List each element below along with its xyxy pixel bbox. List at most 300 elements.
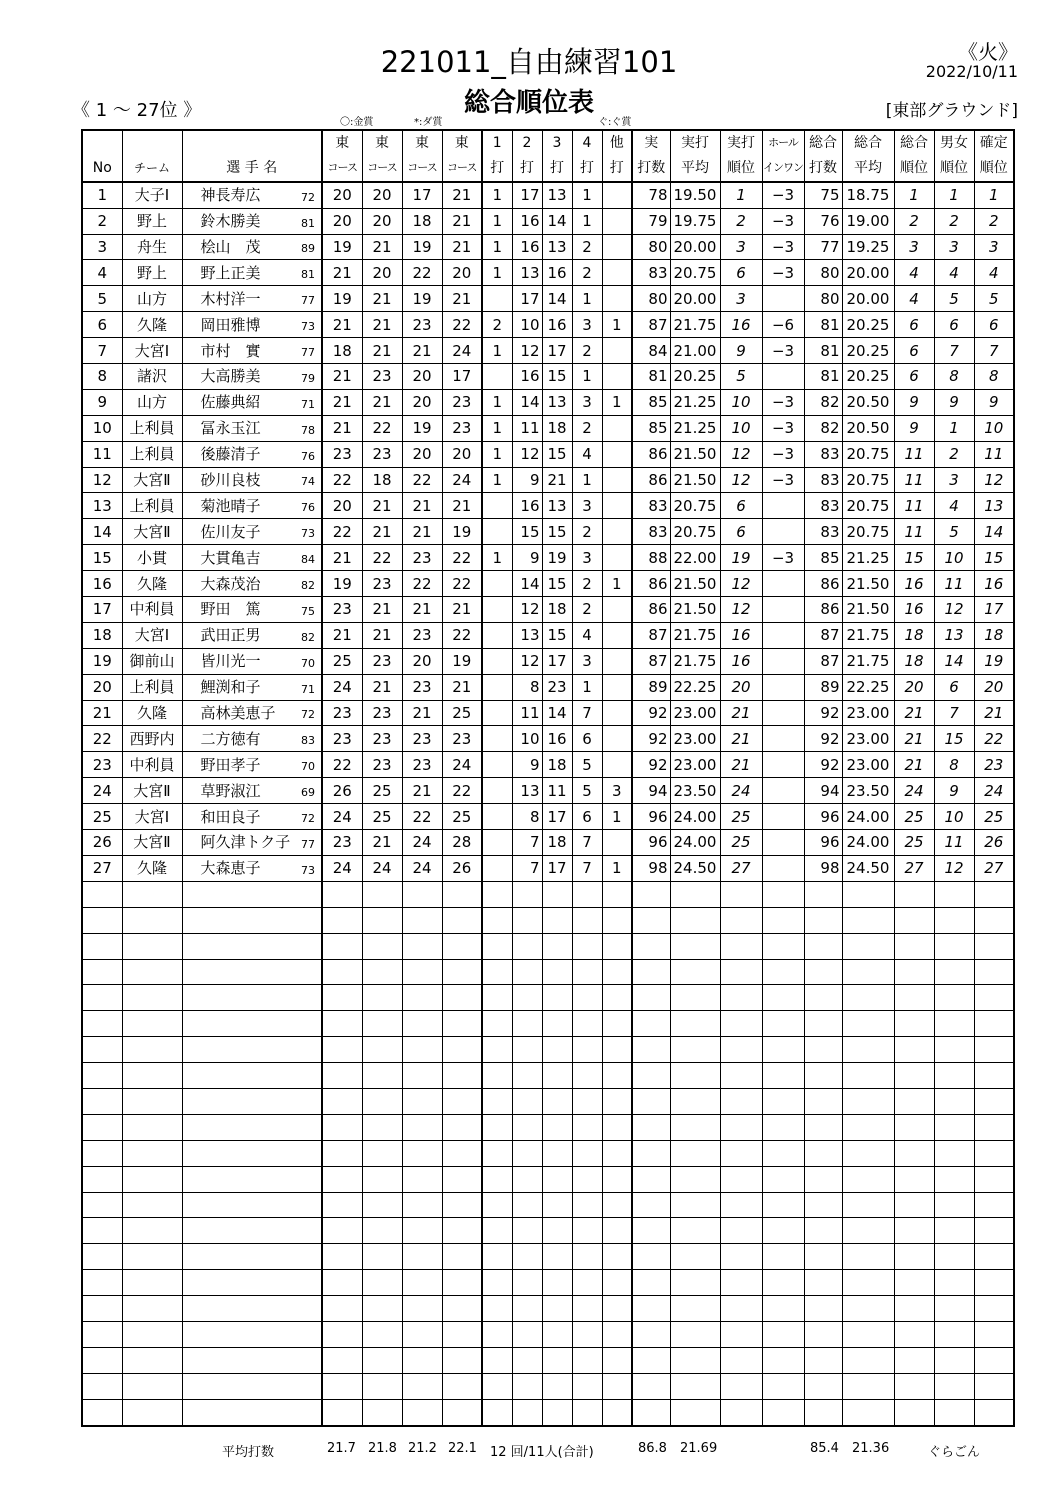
cell-trank (894, 907, 934, 933)
cell-grank: 4 (934, 260, 974, 286)
cell-c2: 21 (362, 597, 402, 623)
header-gender-top: 男女 (934, 130, 974, 156)
cell-act: 80 (632, 234, 670, 260)
cell-final: 8 (974, 364, 1014, 390)
cell-no (82, 1140, 122, 1166)
cell-c1: 19 (322, 234, 362, 260)
footer-course4-avg: 22.1 (448, 1441, 477, 1456)
cell-trank (894, 1140, 934, 1166)
cell-s3 (542, 959, 572, 985)
cell-c1: 25 (322, 648, 362, 674)
header-actual-rank-bottom: 順位 (720, 156, 762, 182)
cell-name (182, 778, 322, 804)
player-age: 77 (301, 346, 315, 360)
cell-team: 大子Ⅰ (122, 182, 182, 208)
cell-arank: 6 (720, 519, 762, 545)
cell-hio: −3 (762, 182, 804, 208)
cell-trank: 6 (894, 338, 934, 364)
cell-name (182, 260, 322, 286)
cell-s2: 17 (512, 286, 542, 312)
cell-oth (602, 286, 632, 312)
cell-c2: 22 (362, 545, 402, 571)
cell-c3: 22 (402, 467, 442, 493)
cell-c1: 23 (322, 700, 362, 726)
day-of-week: 《火》 (958, 40, 1018, 64)
player-name: 桧山 茂 (200, 238, 261, 256)
cell-c4: 21 (442, 234, 482, 260)
cell-act (632, 1218, 670, 1244)
cell-arank (720, 1399, 762, 1425)
header-no-top (82, 130, 122, 156)
cell-hio (762, 674, 804, 700)
footer-label: 平均打数 (222, 1445, 275, 1460)
cell-no (82, 1399, 122, 1425)
cell-team: 大宮Ⅰ (122, 338, 182, 364)
cell-act: 83 (632, 493, 670, 519)
cell-act (632, 1244, 670, 1270)
cell-aavg: 23.00 (670, 726, 720, 752)
table-row (82, 338, 1014, 364)
cell-grank (934, 907, 974, 933)
cell-hio (762, 1347, 804, 1373)
cell-name (182, 855, 322, 881)
cell-c2 (362, 881, 402, 907)
cell-c1: 22 (322, 752, 362, 778)
cell-trank: 9 (894, 389, 934, 415)
cell-c2 (362, 1296, 402, 1322)
cell-team (122, 1192, 182, 1218)
cell-s3: 16 (542, 726, 572, 752)
header-row-bottom (82, 156, 1014, 182)
cell-trank (894, 933, 934, 959)
cell-c4: 22 (442, 622, 482, 648)
cell-c4: 19 (442, 648, 482, 674)
cell-act (632, 1373, 670, 1399)
cell-s3: 19 (542, 545, 572, 571)
cell-c4 (442, 1373, 482, 1399)
cell-s1 (482, 1192, 512, 1218)
cell-name (182, 1011, 322, 1037)
cell-tot (804, 881, 842, 907)
cell-act (632, 1296, 670, 1322)
cell-arank (720, 1347, 762, 1373)
cell-c1: 22 (322, 519, 362, 545)
cell-c3: 19 (402, 286, 442, 312)
table-row (82, 441, 1014, 467)
cell-team: 大宮Ⅱ (122, 467, 182, 493)
player-age: 73 (301, 863, 315, 877)
cell-name (182, 726, 322, 752)
table-row (82, 1218, 1014, 1244)
cell-c4 (442, 1270, 482, 1296)
cell-trank (894, 1063, 934, 1089)
cell-c2 (362, 1063, 402, 1089)
cell-team (122, 1011, 182, 1037)
cell-c2: 21 (362, 286, 402, 312)
cell-oth (602, 1140, 632, 1166)
cell-c2 (362, 1270, 402, 1296)
cell-tavg: 19.00 (842, 208, 894, 234)
player-name: 二方徳有 (200, 729, 261, 748)
cell-act (632, 1347, 670, 1373)
cell-c2: 21 (362, 234, 402, 260)
cell-oth (602, 933, 632, 959)
cell-act: 86 (632, 571, 670, 597)
cell-no: 19 (82, 648, 122, 674)
cell-s3: 11 (542, 778, 572, 804)
footer-course3-avg: 21.2 (408, 1441, 437, 1456)
cell-s2: 8 (512, 674, 542, 700)
player-age: 83 (301, 734, 315, 748)
cell-s1 (482, 855, 512, 881)
cell-tavg: 18.75 (842, 182, 894, 208)
cell-c2 (362, 985, 402, 1011)
cell-c2 (362, 1399, 402, 1425)
cell-arank: 20 (720, 674, 762, 700)
cell-s2 (512, 1321, 542, 1347)
cell-tot: 86 (804, 571, 842, 597)
cell-final: 22 (974, 726, 1014, 752)
cell-s2 (512, 1166, 542, 1192)
cell-tavg (842, 1296, 894, 1322)
cell-c4: 19 (442, 519, 482, 545)
cell-hio (762, 1166, 804, 1192)
cell-s3: 15 (542, 622, 572, 648)
cell-final: 5 (974, 286, 1014, 312)
cell-no (82, 1166, 122, 1192)
cell-s4: 3 (572, 493, 602, 519)
player-name: 高林美恵子 (200, 704, 276, 723)
cell-trank (894, 881, 934, 907)
cell-c1 (322, 1037, 362, 1063)
cell-c4 (442, 1011, 482, 1037)
cell-no: 7 (82, 338, 122, 364)
player-name: 冨永玉江 (200, 419, 261, 438)
header-actual-top: 実 (632, 130, 670, 156)
footer-total-total: 85.4 (810, 1441, 839, 1456)
table-row (82, 597, 1014, 623)
footer-total-avg: 21.36 (852, 1441, 890, 1456)
player-name: 大森茂治 (200, 574, 261, 593)
venue-label: [東部グラウンド] (885, 101, 1018, 121)
cell-arank (720, 1373, 762, 1399)
cell-c2: 18 (362, 467, 402, 493)
cell-tot: 81 (804, 312, 842, 338)
header-total-bottom: 打数 (804, 156, 842, 182)
player-name: 砂川良枝 (200, 471, 261, 490)
cell-c2: 20 (362, 182, 402, 208)
cell-aavg: 21.00 (670, 338, 720, 364)
cell-c4 (442, 1166, 482, 1192)
header-s3-bottom: 打 (542, 156, 572, 182)
cell-final: 12 (974, 467, 1014, 493)
cell-s4: 3 (572, 545, 602, 571)
cell-aavg (670, 1140, 720, 1166)
cell-trank: 4 (894, 286, 934, 312)
cell-s3 (542, 881, 572, 907)
cell-tavg: 23.00 (842, 700, 894, 726)
cell-oth (602, 208, 632, 234)
table-row (82, 674, 1014, 700)
cell-c1: 23 (322, 441, 362, 467)
cell-c2 (362, 959, 402, 985)
cell-no: 2 (82, 208, 122, 234)
cell-final: 15 (974, 545, 1014, 571)
cell-aavg: 23.00 (670, 752, 720, 778)
cell-s1: 1 (482, 338, 512, 364)
cell-oth (602, 622, 632, 648)
cell-s2: 9 (512, 752, 542, 778)
cell-act: 87 (632, 622, 670, 648)
cell-hio (762, 1218, 804, 1244)
cell-s4 (572, 1140, 602, 1166)
cell-oth (602, 674, 632, 700)
cell-tavg: 20.00 (842, 260, 894, 286)
cell-c4: 26 (442, 855, 482, 881)
cell-oth (602, 907, 632, 933)
cell-s2 (512, 1037, 542, 1063)
cell-act (632, 1166, 670, 1192)
cell-team (122, 1321, 182, 1347)
cell-hio (762, 778, 804, 804)
cell-c2: 21 (362, 830, 402, 856)
cell-hio: −6 (762, 312, 804, 338)
cell-s3 (542, 933, 572, 959)
cell-trank (894, 1088, 934, 1114)
cell-aavg (670, 1192, 720, 1218)
table-row (82, 1373, 1014, 1399)
cell-aavg: 21.50 (670, 467, 720, 493)
legend-gold: 〇:金賞 (340, 117, 374, 128)
cell-arank (720, 1321, 762, 1347)
table-row (82, 1270, 1014, 1296)
cell-c3: 21 (402, 700, 442, 726)
table-row (82, 1244, 1014, 1270)
cell-c2 (362, 1114, 402, 1140)
cell-act (632, 933, 670, 959)
table-row (82, 804, 1014, 830)
cell-hio (762, 1063, 804, 1089)
cell-act: 83 (632, 519, 670, 545)
cell-oth (602, 1088, 632, 1114)
cell-c2 (362, 1218, 402, 1244)
player-age: 79 (301, 371, 315, 385)
cell-grank: 2 (934, 208, 974, 234)
cell-c2 (362, 1192, 402, 1218)
cell-s1 (482, 1321, 512, 1347)
cell-name (182, 519, 322, 545)
table-row (82, 907, 1014, 933)
cell-s3: 14 (542, 700, 572, 726)
cell-act (632, 1399, 670, 1425)
cell-no: 1 (82, 182, 122, 208)
cell-oth (602, 467, 632, 493)
cell-s3: 13 (542, 389, 572, 415)
cell-team (122, 1037, 182, 1063)
table-row (82, 622, 1014, 648)
cell-name (182, 700, 322, 726)
cell-arank: 10 (720, 415, 762, 441)
cell-final: 17 (974, 597, 1014, 623)
cell-aavg: 21.50 (670, 597, 720, 623)
cell-name (182, 312, 322, 338)
cell-grank: 12 (934, 855, 974, 881)
cell-s4 (572, 1114, 602, 1140)
cell-no (82, 985, 122, 1011)
cell-s3 (542, 1037, 572, 1063)
cell-s1: 1 (482, 545, 512, 571)
cell-s1: 1 (482, 441, 512, 467)
cell-oth: 1 (602, 804, 632, 830)
footer-actual-avg: 21.69 (680, 1441, 718, 1456)
cell-final (974, 1037, 1014, 1063)
cell-tavg: 24.00 (842, 830, 894, 856)
cell-grank: 7 (934, 338, 974, 364)
cell-s2: 13 (512, 260, 542, 286)
cell-s2 (512, 1011, 542, 1037)
cell-tavg (842, 1321, 894, 1347)
cell-s1 (482, 1270, 512, 1296)
cell-tavg: 21.25 (842, 545, 894, 571)
cell-s1 (482, 830, 512, 856)
cell-hio: −3 (762, 338, 804, 364)
cell-s2 (512, 1399, 542, 1425)
cell-hio (762, 726, 804, 752)
table-row (82, 648, 1014, 674)
cell-c3: 21 (402, 778, 442, 804)
table-row (82, 985, 1014, 1011)
cell-grank: 1 (934, 415, 974, 441)
cell-aavg: 20.75 (670, 260, 720, 286)
cell-s4 (572, 1192, 602, 1218)
cell-tavg (842, 1244, 894, 1270)
cell-s1 (482, 985, 512, 1011)
cell-arank: 16 (720, 648, 762, 674)
table-row (82, 545, 1014, 571)
table-row (82, 182, 1014, 208)
cell-no (82, 1244, 122, 1270)
cell-team (122, 1140, 182, 1166)
cell-act: 78 (632, 182, 670, 208)
cell-s3: 18 (542, 597, 572, 623)
table-row (82, 493, 1014, 519)
cell-s2 (512, 933, 542, 959)
cell-hio (762, 804, 804, 830)
cell-oth (602, 959, 632, 985)
cell-c1 (322, 1063, 362, 1089)
cell-oth (602, 881, 632, 907)
cell-s3: 17 (542, 338, 572, 364)
cell-s3 (542, 1114, 572, 1140)
cell-c4 (442, 985, 482, 1011)
player-age: 77 (301, 294, 315, 308)
cell-s4 (572, 1270, 602, 1296)
cell-tot (804, 1088, 842, 1114)
header-gender-bottom: 順位 (934, 156, 974, 182)
cell-final: 20 (974, 674, 1014, 700)
cell-tot: 80 (804, 260, 842, 286)
cell-trank: 24 (894, 778, 934, 804)
cell-tot: 92 (804, 700, 842, 726)
cell-tot: 83 (804, 493, 842, 519)
cell-s4 (572, 1063, 602, 1089)
cell-tot (804, 1347, 842, 1373)
cell-c1 (322, 1218, 362, 1244)
cell-s2 (512, 985, 542, 1011)
cell-hio (762, 597, 804, 623)
cell-arank: 5 (720, 364, 762, 390)
cell-tot: 87 (804, 648, 842, 674)
cell-hio (762, 286, 804, 312)
cell-tavg (842, 881, 894, 907)
cell-team (122, 1166, 182, 1192)
cell-oth (602, 1347, 632, 1373)
cell-c2: 24 (362, 855, 402, 881)
cell-team (122, 1270, 182, 1296)
cell-c4: 20 (442, 441, 482, 467)
player-age: 71 (301, 682, 315, 696)
table-row (82, 726, 1014, 752)
cell-oth (602, 182, 632, 208)
cell-c1: 20 (322, 182, 362, 208)
cell-c4: 23 (442, 389, 482, 415)
cell-s2: 12 (512, 597, 542, 623)
table-row (82, 1347, 1014, 1373)
cell-c2 (362, 1088, 402, 1114)
cell-c4 (442, 1399, 482, 1425)
cell-oth (602, 700, 632, 726)
cell-c2: 23 (362, 726, 402, 752)
cell-no (82, 933, 122, 959)
cell-s1 (482, 1166, 512, 1192)
cell-oth (602, 597, 632, 623)
cell-aavg: 21.50 (670, 441, 720, 467)
cell-s3: 16 (542, 312, 572, 338)
header-actual-rank-top: 実打 (720, 130, 762, 156)
cell-arank (720, 985, 762, 1011)
player-name: 和田良子 (200, 807, 261, 826)
cell-s2 (512, 1373, 542, 1399)
cell-team: 野上 (122, 208, 182, 234)
cell-s2 (512, 1270, 542, 1296)
cell-oth (602, 1218, 632, 1244)
cell-tot: 82 (804, 389, 842, 415)
cell-grank (934, 1399, 974, 1425)
cell-arank (720, 907, 762, 933)
cell-name (182, 493, 322, 519)
cell-team: 大宮Ⅱ (122, 830, 182, 856)
cell-aavg (670, 1270, 720, 1296)
cell-no (82, 1037, 122, 1063)
cell-oth (602, 545, 632, 571)
cell-tavg (842, 907, 894, 933)
cell-final: 14 (974, 519, 1014, 545)
cell-c1: 20 (322, 493, 362, 519)
cell-s1 (482, 778, 512, 804)
cell-arank (720, 1088, 762, 1114)
cell-c1 (322, 1321, 362, 1347)
cell-s1 (482, 674, 512, 700)
header-final-top: 確定 (974, 130, 1014, 156)
cell-no (82, 1347, 122, 1373)
cell-s2: 11 (512, 700, 542, 726)
cell-tavg (842, 1088, 894, 1114)
cell-name (182, 1399, 322, 1425)
cell-name (182, 1140, 322, 1166)
cell-grank (934, 1114, 974, 1140)
cell-grank (934, 1166, 974, 1192)
table-row (82, 415, 1014, 441)
